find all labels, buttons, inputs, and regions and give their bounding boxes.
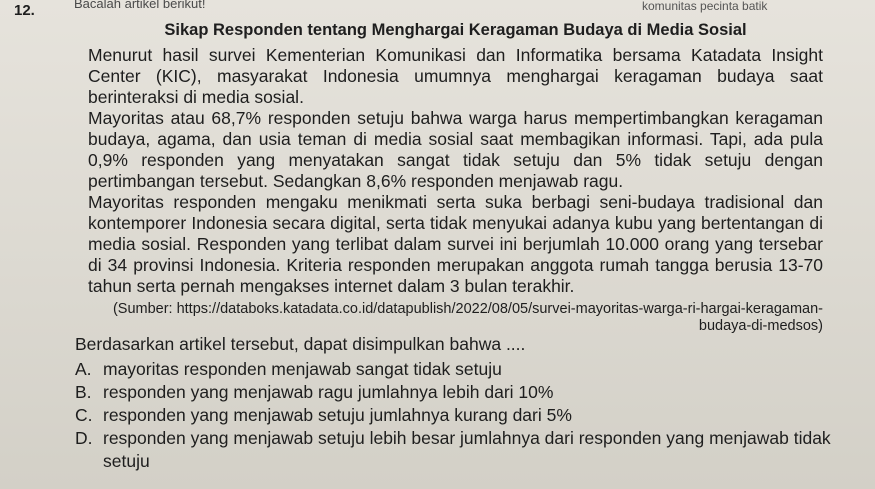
question-stem: Berdasarkan artikel tersebut, dapat disimpulkan bahwa .... — [75, 334, 526, 354]
article-paragraph-2: Mayoritas atau 68,7% responden setuju bahwa warga harus mempertimbangkan keragaman budaya, agama, dan usia teman di media sosial saat membagikan informasi. Tapi, ada pula 0,9% responden yang menyatakan sangat tidak setuju dan 5% tidak setuju dengan pertimbangan tersebut. Sedangkan 8,6% responden menjawab ragu. — [88, 108, 823, 191]
option-letter: C. — [75, 405, 93, 425]
instruction-header: Bacalah artikel berikut! — [74, 0, 206, 11]
question-block — [75, 333, 845, 473]
question-number: 12. — [14, 2, 35, 19]
article — [88, 20, 823, 335]
article-paragraph-1: Menurut hasil survei Kementerian Komunikasi dan Informatika bersama Katadata Insight Center (KIC), masyarakat Indonesia umumnya menghargai keragaman budaya saat berinteraksi di media sosial. — [88, 45, 823, 107]
option-text: responden yang menjawab ragu jumlahnya lebih dari 10% — [103, 382, 554, 402]
article-source: (Sumber: https://databoks.katadata.co.id/datapublish/2022/08/05/survei-mayoritas-warga-ri-hargai-keragaman-budaya-di-medsos) — [112, 301, 823, 334]
option-letter: B. — [75, 382, 92, 402]
option-text: responden yang menjawab setuju jumlahnya kurang dari 5% — [103, 405, 572, 425]
article-title: Sikap Responden tentang Menghargai Keragaman Budaya di Media Sosial — [164, 21, 747, 39]
option-text: responden yang menjawab setuju lebih besar jumlahnya dari responden yang menjawab tidak setuju — [103, 428, 831, 471]
option-c[interactable] — [75, 404, 845, 427]
article-paragraph-3: Mayoritas responden mengaku menikmati serta suka berbagi seni-budaya tradisional dan kontemporer Indonesia secara digital, serta tidak menyukai adanya kubu yang bertentangan di media sosial. Responden yang terlibat dalam survei ini berjumlah 10.000 orang yang tersebar di 34 provinsi Indonesia. Kriteria responden merupakan anggota rumah tangga berusia 13-70 tahun serta pernah mengakses internet dalam 3 bulan terakhir. — [88, 192, 823, 296]
option-text: mayoritas responden menjawab sangat tidak setuju — [103, 359, 502, 379]
option-letter: D. — [75, 428, 93, 448]
option-letter: A. — [75, 359, 92, 379]
option-d[interactable] — [75, 427, 845, 473]
previous-text-fragment: komunitas pecinta batik — [642, 0, 768, 13]
option-b[interactable] — [75, 381, 845, 404]
option-a[interactable] — [75, 358, 845, 381]
